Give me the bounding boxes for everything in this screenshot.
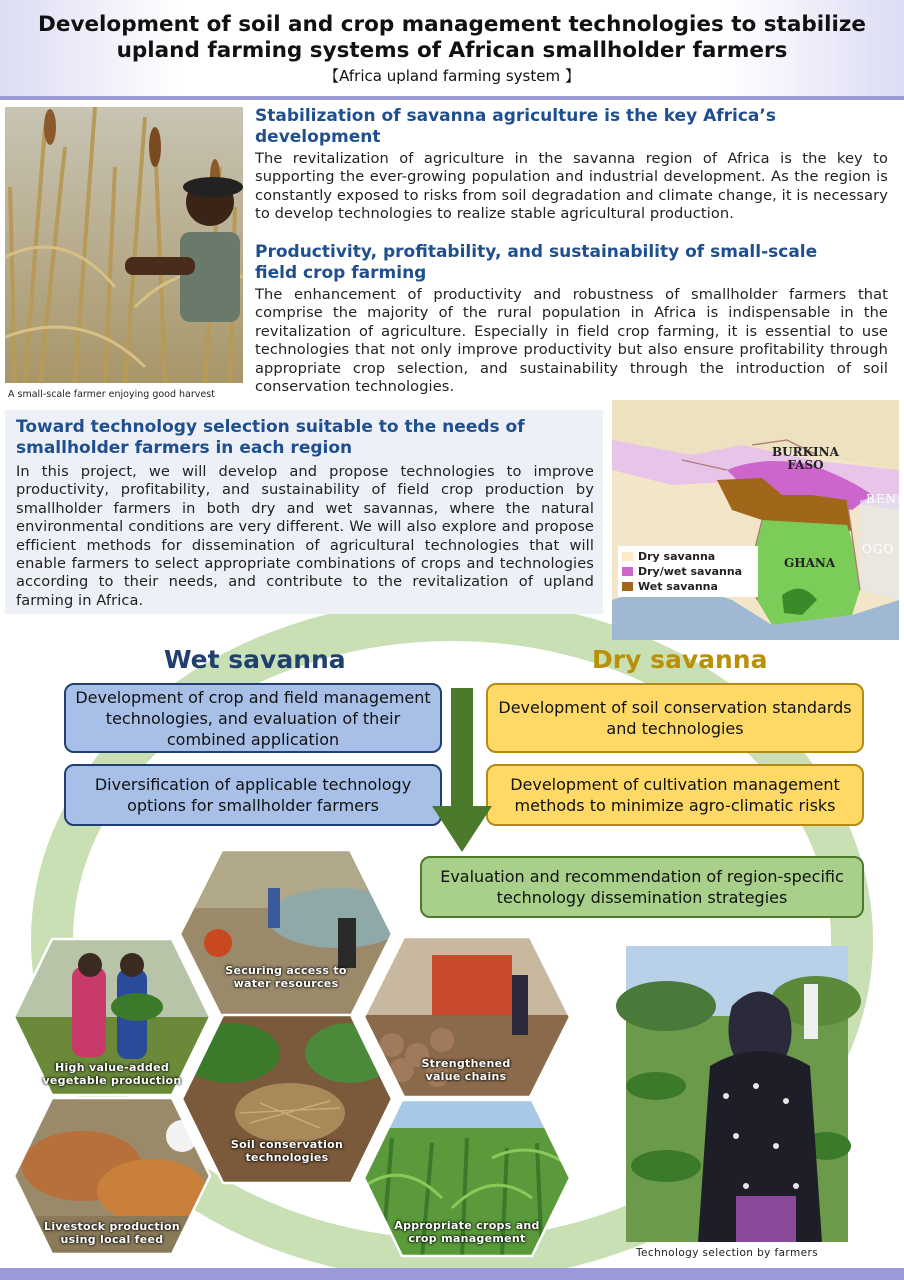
page-title [0,0,904,64]
hex-value-chain-label-1: Strengthened [421,1057,511,1070]
footer-bar [0,1268,904,1280]
harvest-photo-caption: A small-scale farmer enjoying good harvest [8,389,215,400]
harvest-photo [5,107,243,383]
section2-body: The enhancement of productivity and robustness of smallholder farmers that comprise the majority of the rural population in Africa is indispensable in the revitalization of agriculture. Especially in field crop farming, it is essential to use technologies that not only improve productivity but also ensure profitability through appropriate crop selection, and sustainability through the introduction of soil conservation technologies. [255,286,888,396]
dry-box-cultivation-management: Development of cultivation management methods to minimize agro-climatic risks [486,764,864,826]
map-label-ghana: GHANA [784,556,836,570]
section2-heading-line1: Productivity, profitability, and sustainability of small-scale [255,242,818,262]
legend-item-drywet [622,564,754,579]
section3-heading [16,417,596,459]
section2-heading [255,242,895,284]
result-box-dissemination: Evaluation and recommendation of region-specific technology dissemination strategies [420,856,864,918]
down-arrow-icon [432,688,492,854]
section1-heading-line2: development [255,127,381,147]
hex-value-chain-label-2: value chains [425,1070,507,1083]
legend-item-dry [622,549,754,564]
hex-crops-label [390,1219,544,1245]
map-label-togo: OGO [862,542,895,556]
wet-box-crop-field-management: Development of crop and field management technologies, and evaluation of their combined application [64,683,442,753]
legend-label-dry: Dry savanna [638,550,716,563]
legend-label-wet: Wet savanna [638,580,718,593]
page-subtitle: 【Africa upland farming system 】 [324,67,580,85]
section1-heading [255,106,895,148]
map-label-burkina-1: BURKINA [772,445,839,459]
section2-heading-line2: field crop farming [255,263,427,283]
hex-soil-label-2: technologies [245,1151,329,1164]
map-label-burkina-2: FASO [787,458,824,472]
map-legend [618,546,758,597]
section3-heading-line2: smallholder farmers in each region [16,438,353,458]
legend-swatch-dry [622,552,633,561]
section1-body: The revitalization of agriculture in the savanna region of Africa is the key to supporting the ever-growing population and industrial development. As the region is constantly exposed to risks from soil degradation and climate change, it is necessary to develop technologies to realize stable agricultural production. [255,150,888,223]
title-line-1: Development of soil and crop management technologies to stabilize [38,12,866,37]
hex-water-label [208,964,364,990]
hex-vegetable-label [36,1061,188,1087]
hex-crops-label-1: Appropriate crops and [394,1219,540,1232]
hex-water-label-2: water resources [233,977,339,990]
savanna-map [612,400,903,640]
section3-heading-line1: Toward technology selection suitable to the needs of [16,417,525,437]
wet-box-diversification: Diversification of applicable technology options for smallholder farmers [64,764,442,826]
hex-livestock-label-2: using local feed [60,1233,164,1246]
legend-item-wet [622,579,754,594]
hex-vegetable-label-2: vegetable production [42,1074,182,1087]
page-header [0,0,904,100]
farmer-photo-caption: Technology selection by farmers [636,1247,819,1259]
hex-value-chain-label [390,1057,542,1083]
section3-body: In this project, we will develop and propose technologies to improve productivity, profitability, and sustainability of field crop production by smallholder farmers in both dry and wet savannas, where the natural environmental conditions are very different. We will also explore and propose efficient methods for dissemination of agricultural technologies that will enable farmers to select appropriate combinations of crops and technologies according to their needs, and contribute to the revitalization of upland farming in Africa. [16,463,594,609]
legend-swatch-drywet [622,567,633,576]
legend-swatch-wet [622,582,633,591]
title-line-2: upland farming systems of African smallholder farmers [116,38,788,63]
wet-savanna-title: Wet savanna [164,645,346,674]
hex-water-label-1: Securing access to [225,964,347,977]
legend-label-drywet: Dry/wet savanna [638,565,743,578]
map-label-burkina [772,446,839,472]
farmer-photo [626,946,848,1242]
map-label-benin: BENI [866,492,903,506]
hex-soil-label [210,1138,364,1164]
hex-vegetable-label-1: High value-added [54,1061,170,1074]
dry-savanna-title: Dry savanna [592,645,768,674]
section1-heading-line1: Stabilization of savanna agriculture is the key Africa’s [255,106,776,126]
hex-crops-label-2: crop management [408,1232,526,1245]
dry-box-soil-conservation: Development of soil conservation standards and technologies [486,683,864,753]
hex-soil-label-1: Soil conservation [230,1138,344,1151]
hex-livestock-label-1: Livestock production [44,1220,180,1233]
hex-livestock-label [36,1220,188,1246]
